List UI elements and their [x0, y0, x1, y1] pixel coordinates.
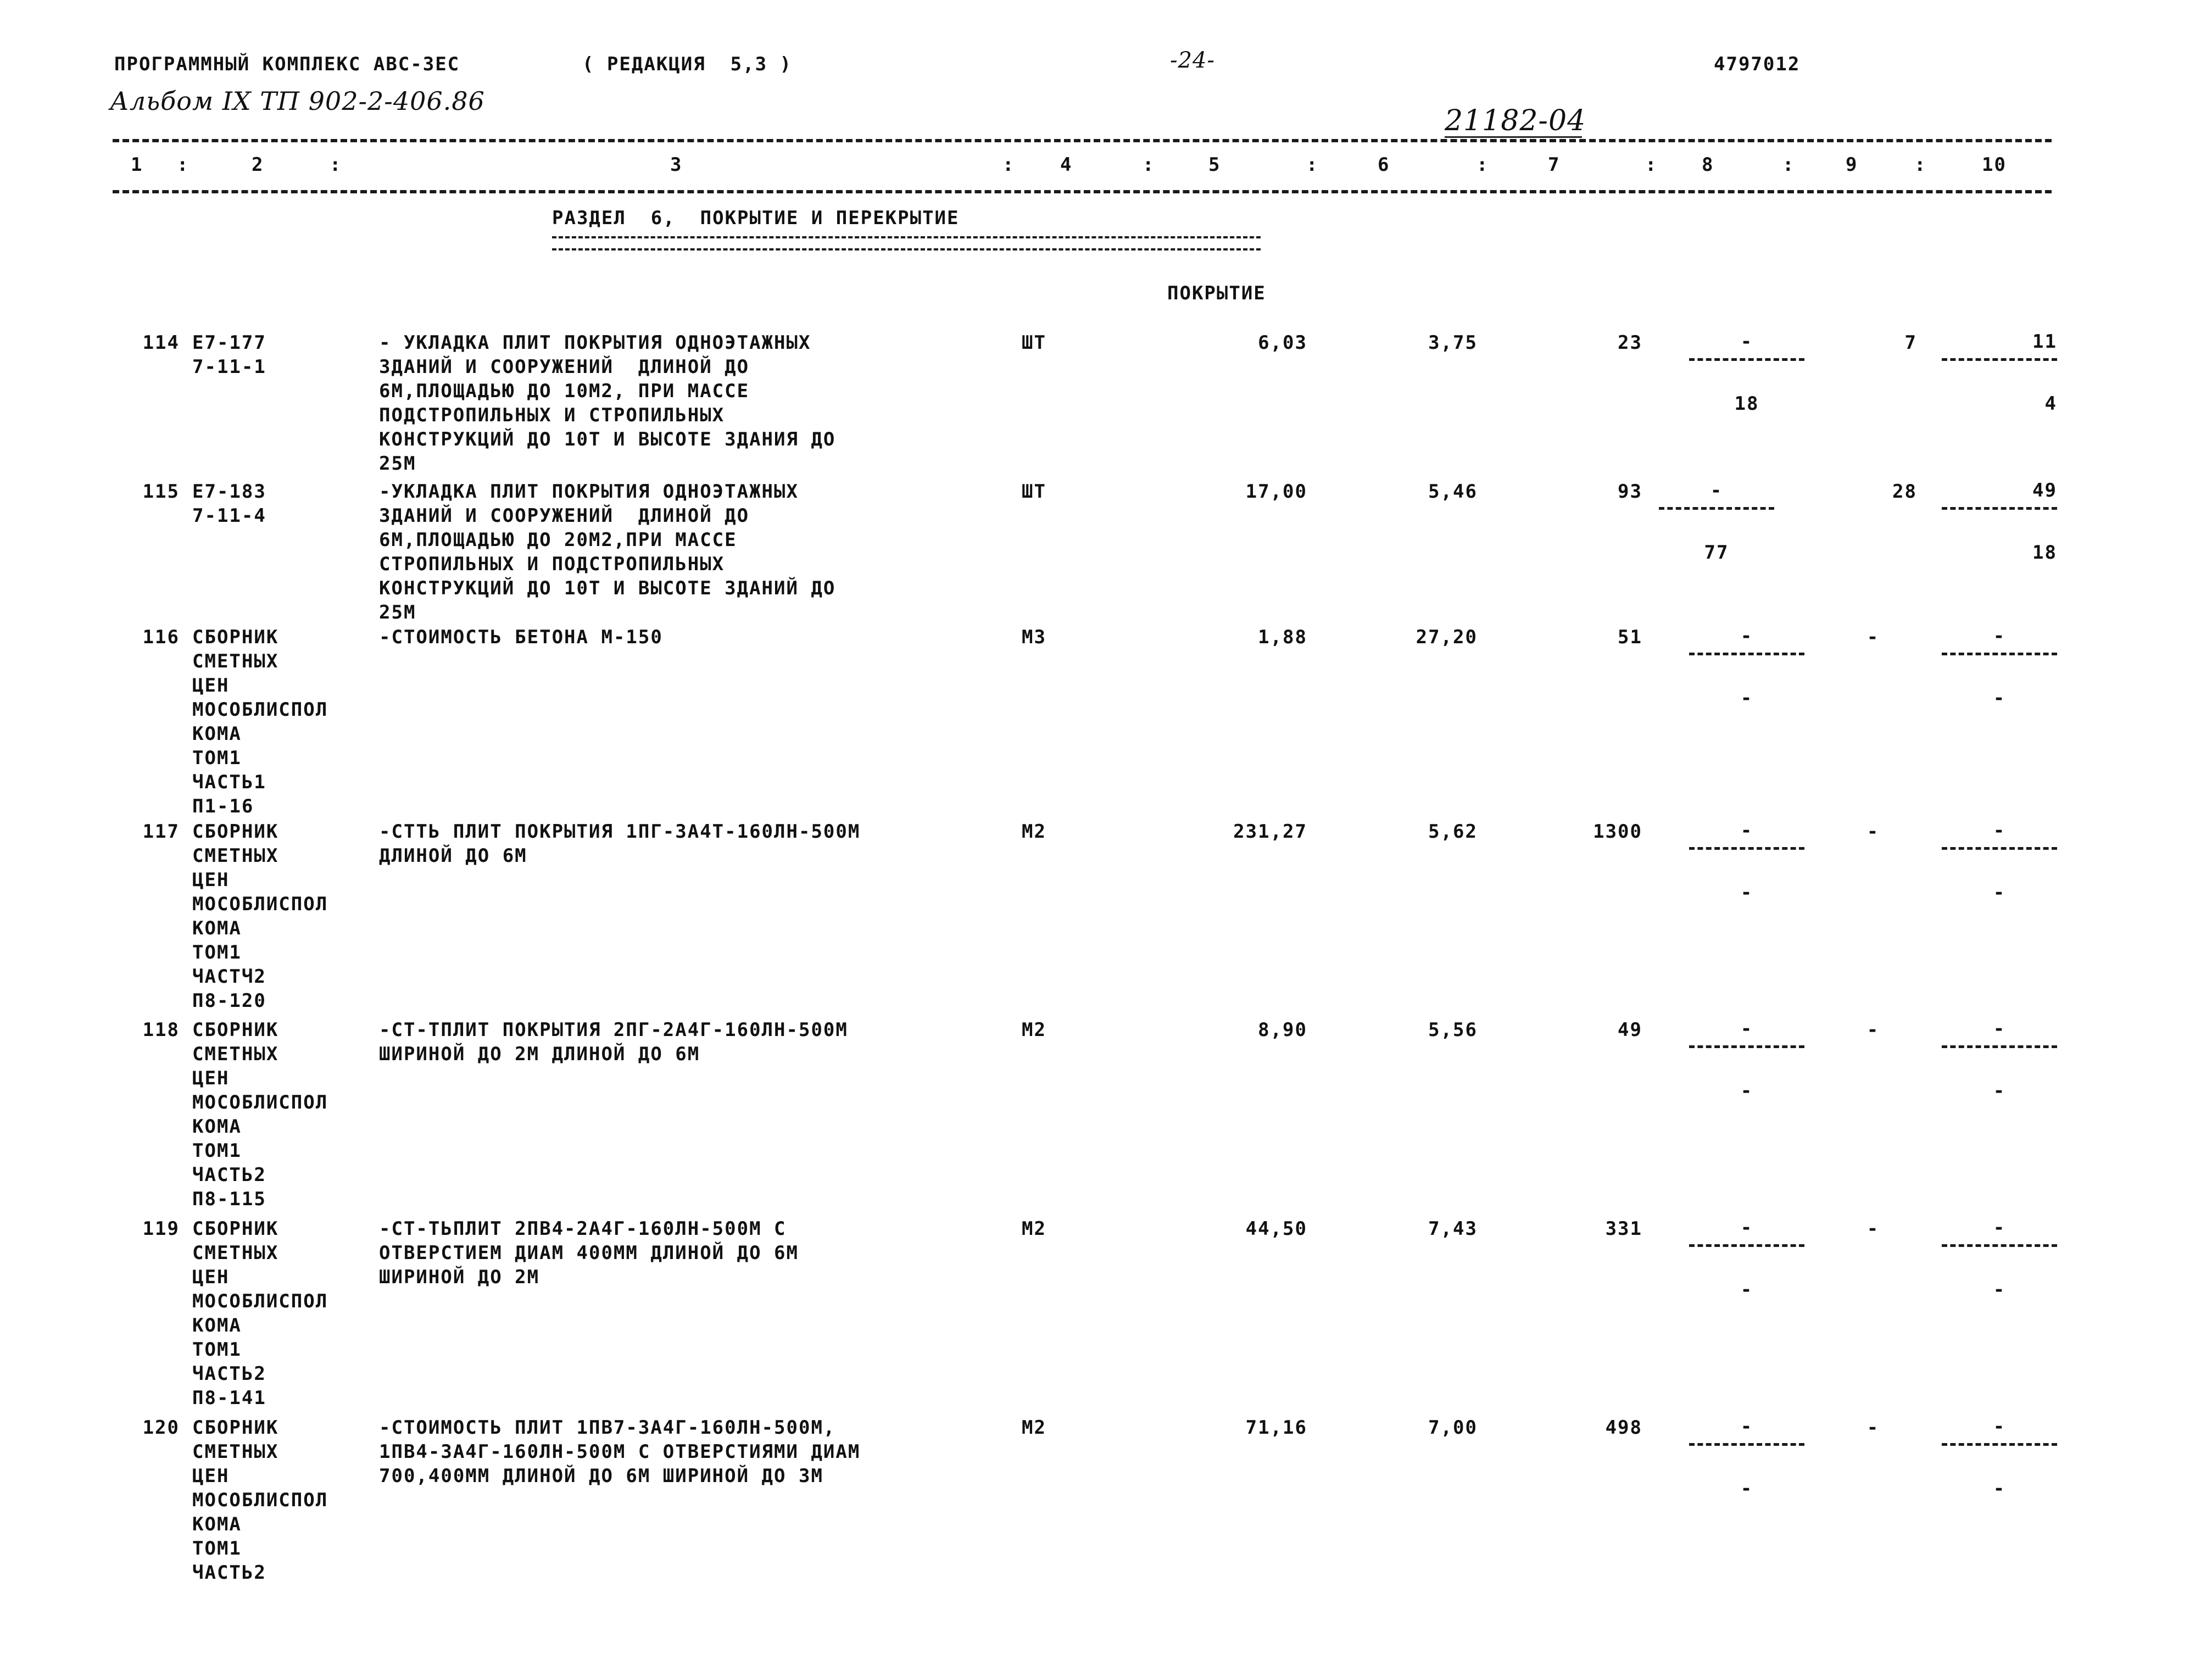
row-code: СБОРНИК СМЕТНЫХ ЦЕН МОСОБЛИСПОЛ КОМА ТОМ1 ЧАСТЬ2 П8-115	[192, 1019, 328, 1210]
row-total: 23	[1618, 332, 1642, 354]
row-unit-price: 7,00	[1428, 1417, 1478, 1439]
row-col9: -	[1866, 821, 1880, 843]
column-5-label: 5	[1208, 154, 1221, 176]
column-3-label: 3	[670, 154, 683, 176]
row-number: 115	[142, 481, 180, 503]
column-4-label: 4	[1060, 154, 1073, 176]
row-description: -СТ-ТПЛИТ ПОКРЫТИЯ 2ПГ-2А4Г-160ЛН-500М ШИРИНОЙ ДО 2М ДЛИНОЙ ДО 6М	[379, 1019, 848, 1065]
column-separator: :	[1002, 154, 1015, 176]
row-quantity: 44,50	[1245, 1218, 1307, 1240]
row-number: 114	[142, 332, 180, 354]
row-unit: М2	[1022, 821, 1046, 843]
row-col10-fraction: - -	[1942, 817, 2057, 906]
row-col8-fraction: - -	[1689, 1215, 1804, 1303]
column-10-label: 10	[1982, 154, 2007, 176]
row-unit-price: 27,20	[1416, 626, 1478, 648]
program-title: ПРОГРАММНЫЙ КОМПЛЕКС АВС-3ЕС	[114, 53, 460, 75]
row-total: 498	[1605, 1417, 1642, 1439]
row-number: 116	[142, 626, 180, 648]
doc-number-underline	[1445, 136, 1582, 138]
column-separator: :	[1914, 154, 1927, 176]
row-col8-fraction: - -	[1689, 1016, 1804, 1104]
header-rule-bottom	[113, 190, 2052, 193]
row-quantity: 8,90	[1258, 1019, 1307, 1041]
row-description: -СТОИМОСТЬ ПЛИТ 1ПВ7-3А4Г-160ЛН-500М, 1ПВ4-3А4Г-160ЛН-500М С ОТВЕРСТИЯМИ ДИАМ 700,400ММ ДЛИНОЙ ДО 6М ШИРИНОЙ ДО 3М	[379, 1417, 861, 1487]
row-col8-fraction: - -	[1689, 817, 1804, 906]
row-unit: М2	[1022, 1218, 1046, 1240]
column-separator: :	[1476, 154, 1489, 176]
page-number: -24-	[1170, 48, 1215, 73]
row-quantity: 231,27	[1233, 821, 1307, 843]
row-description: -СТОИМОСТЬ БЕТОНА М-150	[379, 626, 663, 648]
row-description: - УКЛАДКА ПЛИТ ПОКРЫТИЯ ОДНОЭТАЖНЫХ ЗДАНИЙ И СООРУЖЕНИЙ ДЛИНОЙ ДО 6М,ПЛОЩАДЬЮ ДО 10М2, ПРИ МАССЕ ПОДСТРОПИЛЬНЫХ И СТРОПИЛЬНЫХ КОНСТРУКЦИЙ ДО 10Т И ВЫСОТЕ ЗДАНИЯ ДО 25М	[379, 332, 836, 475]
column-separator: :	[1143, 154, 1155, 176]
row-code: СБОРНИК СМЕТНЫХ ЦЕН МОСОБЛИСПОЛ КОМА ТОМ1 ЧАСТЬ2 П8-141	[192, 1218, 328, 1409]
header-rule-top	[113, 139, 2052, 142]
row-unit: ШТ	[1022, 481, 1046, 503]
doc-number: 21182-04	[1445, 104, 1586, 137]
row-col10-fraction: 11 4	[1942, 328, 2057, 417]
row-col8-fraction: - -	[1689, 1413, 1804, 1502]
column-6-label: 6	[1378, 154, 1390, 176]
document-code: 4797012	[1714, 53, 1801, 75]
row-code: Е7-183 7-11-4	[192, 481, 266, 527]
row-description: -УКЛАДКА ПЛИТ ПОКРЫТИЯ ОДНОЭТАЖНЫХ ЗДАНИЙ И СООРУЖЕНИЙ ДЛИНОЙ ДО 6М,ПЛОЩАДЬЮ ДО 20М2,ПРИ МАССЕ СТРОПИЛЬНЫХ И ПОДСТРОПИЛЬНЫХ КОНСТРУКЦИЙ ДО 10Т И ВЫСОТЕ ЗДАНИЙ ДО 25М	[379, 481, 836, 623]
row-col10-fraction: 49 18	[1942, 477, 2057, 566]
column-2-label: 2	[252, 154, 264, 176]
row-number: 118	[142, 1019, 180, 1041]
row-col9: 28	[1892, 481, 1917, 503]
row-col9: 7	[1904, 332, 1917, 354]
row-unit: М3	[1022, 626, 1046, 648]
row-col8-fraction: - 77	[1659, 477, 1774, 566]
row-unit-price: 5,56	[1428, 1019, 1478, 1041]
row-quantity: 1,88	[1258, 626, 1307, 648]
section-title: РАЗДЕЛ 6, ПОКРЫТИЕ И ПЕРЕКРЫТИЕ	[552, 207, 960, 229]
row-col9: -	[1866, 1019, 1880, 1041]
column-separator: :	[330, 154, 342, 176]
section-title-double-rule	[552, 236, 1261, 250]
row-col8-fraction: - -	[1689, 623, 1804, 711]
row-quantity: 71,16	[1245, 1417, 1307, 1439]
row-col10-fraction: - -	[1942, 1016, 2057, 1104]
row-total: 51	[1618, 626, 1642, 648]
row-unit-price: 3,75	[1428, 332, 1478, 354]
section-subtitle: ПОКРЫТИЕ	[1167, 282, 1266, 304]
edition-label: ( РЕДАКЦИЯ 5,3 )	[582, 53, 792, 75]
row-col10-fraction: - -	[1942, 1413, 2057, 1502]
row-description: -СТТЬ ПЛИТ ПОКРЫТИЯ 1ПГ-3А4Т-160ЛН-500М ДЛИНОЙ ДО 6М	[379, 821, 861, 867]
row-col10-fraction: - -	[1942, 623, 2057, 711]
row-quantity: 17,00	[1245, 481, 1307, 503]
column-separator: :	[177, 154, 190, 176]
row-total: 1300	[1593, 821, 1642, 843]
column-separator: :	[1782, 154, 1795, 176]
row-number: 119	[142, 1218, 180, 1240]
row-quantity: 6,03	[1258, 332, 1307, 354]
row-code: СБОРНИК СМЕТНЫХ ЦЕН МОСОБЛИСПОЛ КОМА ТОМ1 ЧАСТЬ2	[192, 1417, 328, 1584]
column-1-label: 1	[131, 154, 143, 176]
row-code: СБОРНИК СМЕТНЫХ ЦЕН МОСОБЛИСПОЛ КОМА ТОМ1 ЧАСТЧ2 П8-120	[192, 821, 328, 1012]
album-reference: Альбом IX ТП 902-2-406.86	[110, 86, 485, 116]
row-col9: -	[1866, 626, 1880, 648]
column-8-label: 8	[1702, 154, 1714, 176]
row-unit: М2	[1022, 1019, 1046, 1041]
row-number: 117	[142, 821, 180, 843]
row-unit: ШТ	[1022, 332, 1046, 354]
row-unit-price: 7,43	[1428, 1218, 1478, 1240]
row-total: 93	[1618, 481, 1642, 503]
row-col10-fraction: - -	[1942, 1215, 2057, 1303]
row-code: СБОРНИК СМЕТНЫХ ЦЕН МОСОБЛИСПОЛ КОМА ТОМ1 ЧАСТЬ1 П1-16	[192, 626, 328, 817]
column-separator: :	[1645, 154, 1658, 176]
row-unit-price: 5,62	[1428, 821, 1478, 843]
row-total: 331	[1605, 1218, 1642, 1240]
column-9-label: 9	[1846, 154, 1858, 176]
row-total: 49	[1618, 1019, 1642, 1041]
row-col9: -	[1866, 1218, 1880, 1240]
row-code: Е7-177 7-11-1	[192, 332, 266, 378]
row-col9: -	[1866, 1417, 1880, 1439]
row-col8-fraction: - 18	[1689, 328, 1804, 417]
row-unit: М2	[1022, 1417, 1046, 1439]
row-description: -СТ-ТЬПЛИТ 2ПВ4-2А4Г-160ЛН-500М С ОТВЕРСТИЕМ ДИАМ 400ММ ДЛИНОЙ ДО 6М ШИРИНОЙ ДО 2М	[379, 1218, 799, 1288]
row-unit-price: 5,46	[1428, 481, 1478, 503]
column-separator: :	[1306, 154, 1319, 176]
column-7-label: 7	[1548, 154, 1561, 176]
row-number: 120	[142, 1417, 180, 1439]
